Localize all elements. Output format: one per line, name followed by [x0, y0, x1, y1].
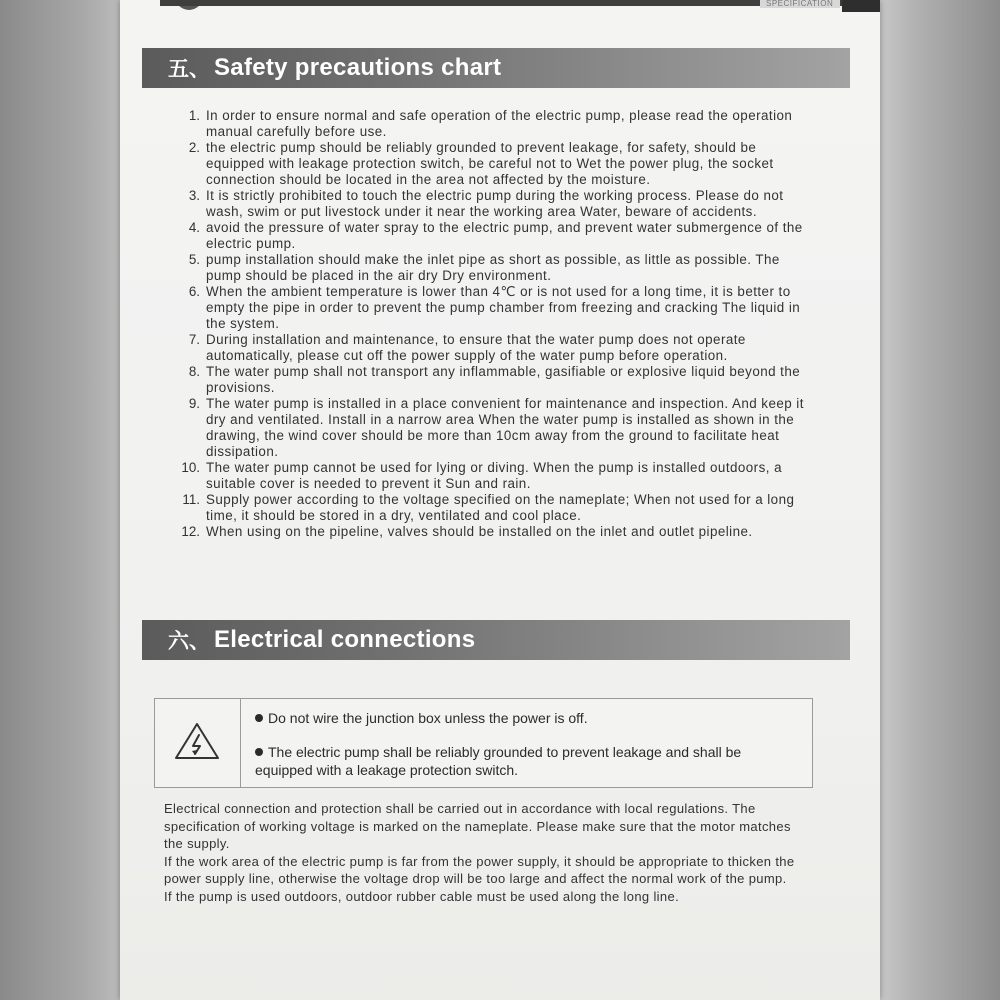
bullet-icon: [255, 714, 263, 722]
item-number: 4.: [188, 220, 200, 235]
list-item: [160, 284, 810, 332]
electric-hazard-icon: [173, 721, 221, 761]
section-title: Safety precautions chart: [214, 54, 502, 81]
item-number: 11.: [182, 492, 200, 507]
section-heading-electrical: [142, 620, 850, 660]
list-item: [160, 460, 810, 492]
item-number: 6.: [188, 284, 200, 299]
item-number: 7.: [188, 332, 200, 347]
item-text: the electric pump should be reliably grounded to prevent leakage, for safety, should be equipped with leakage protection switch, be careful not to Wet the power plug, the socket connection should be located in the area not affected by the moisture.: [206, 140, 774, 187]
section-number: 五、: [168, 57, 210, 81]
list-item: [160, 252, 810, 284]
list-item: [160, 524, 810, 540]
item-text: Supply power according to the voltage specified on the nameplate; When not used for a long time, it should be stored in a dry, ventilated and cool place.: [206, 492, 795, 523]
item-text: The water pump is installed in a place convenient for maintenance and inspection. And keep it dry and ventilated. Install in a narrow area When the water pump is installed as shown in the drawing, the wind cover should be more than 10cm away from the ground to facilitate heat dissipation.: [206, 396, 804, 459]
warning-item: [255, 743, 795, 779]
section-heading-safety: [142, 48, 850, 88]
list-item: [160, 364, 810, 396]
item-text: avoid the pressure of water spray to the electric pump, and prevent water submergence of the electric pump.: [206, 220, 803, 251]
warning-text: Do not wire the junction box unless the power is off.: [268, 710, 588, 726]
paragraph: If the work area of the electric pump is far from the power supply, it should be appropriate to thicken the power supply line, otherwise the voltage drop will be too large and affect the normal work of the pump.: [164, 853, 795, 886]
paragraph: Electrical connection and protection shall be carried out in accordance with local regulations. The specification of working voltage is marked on the nameplate. Please make sure that the motor matches the supply.: [164, 801, 791, 851]
header-corner: [842, 0, 880, 12]
list-item: [160, 140, 810, 188]
item-text: pump installation should make the inlet pipe as short as possible, as little as possible. The pump should be placed in the air dry Dry environment.: [206, 252, 780, 283]
item-text: When the ambient temperature is lower than 4℃ or is not used for a long time, it is better to empty the pipe in order to prevent the pump chamber from freezing and cracking The liquid in the system.: [206, 284, 801, 331]
item-text: When using on the pipeline, valves should be installed on the inlet and outlet pipeline.: [206, 524, 753, 539]
item-text: It is strictly prohibited to touch the electric pump during the working process. Please do not wash, swim or put livestock under it near the working area Water, beware of accidents.: [206, 188, 784, 219]
background-left: [0, 0, 122, 1000]
item-number: 12.: [181, 524, 200, 539]
paragraph: If the pump is used outdoors, outdoor rubber cable must be used along the long line.: [164, 888, 680, 904]
item-number: 2.: [188, 140, 200, 155]
electrical-notes: [164, 800, 804, 905]
manual-page: [120, 0, 880, 1000]
item-text: The water pump cannot be used for lying or diving. When the pump is installed outdoors, a suitable cover is needed to prevent it Sun and rain.: [206, 460, 782, 491]
list-item: [160, 332, 810, 364]
list-item: [160, 492, 810, 524]
bullet-icon: [255, 748, 263, 756]
item-text: In order to ensure normal and safe operation of the electric pump, please read the operation manual carefully before use.: [206, 108, 793, 139]
item-text: The water pump shall not transport any inflammable, gasifiable or explosive liquid beyond the provisions.: [206, 364, 801, 395]
list-item: [160, 396, 810, 460]
header-label: SPECIFICATION: [766, 0, 834, 8]
item-number: 1.: [188, 108, 200, 123]
safety-precautions-list: [160, 108, 810, 540]
warning-box: [154, 698, 813, 788]
section-number: 六、: [168, 629, 210, 653]
warning-item: [255, 709, 588, 727]
item-number: 3.: [188, 188, 200, 203]
background-right: [878, 0, 1000, 1000]
list-item: [160, 220, 810, 252]
item-number: 10.: [181, 460, 200, 475]
section-title: Electrical connections: [214, 626, 476, 653]
item-number: 8.: [188, 364, 200, 379]
item-number: 9.: [188, 396, 200, 411]
list-item: [160, 188, 810, 220]
item-text: During installation and maintenance, to ensure that the water pump does not operate automatically, please cut off the power supply of the water pump before operation.: [206, 332, 746, 363]
list-item: [160, 108, 810, 140]
warning-divider: [240, 699, 241, 787]
warning-text: The electric pump shall be reliably grounded to prevent leakage and shall be equipped with a leakage protection switch.: [255, 744, 742, 778]
item-number: 5.: [188, 252, 200, 267]
